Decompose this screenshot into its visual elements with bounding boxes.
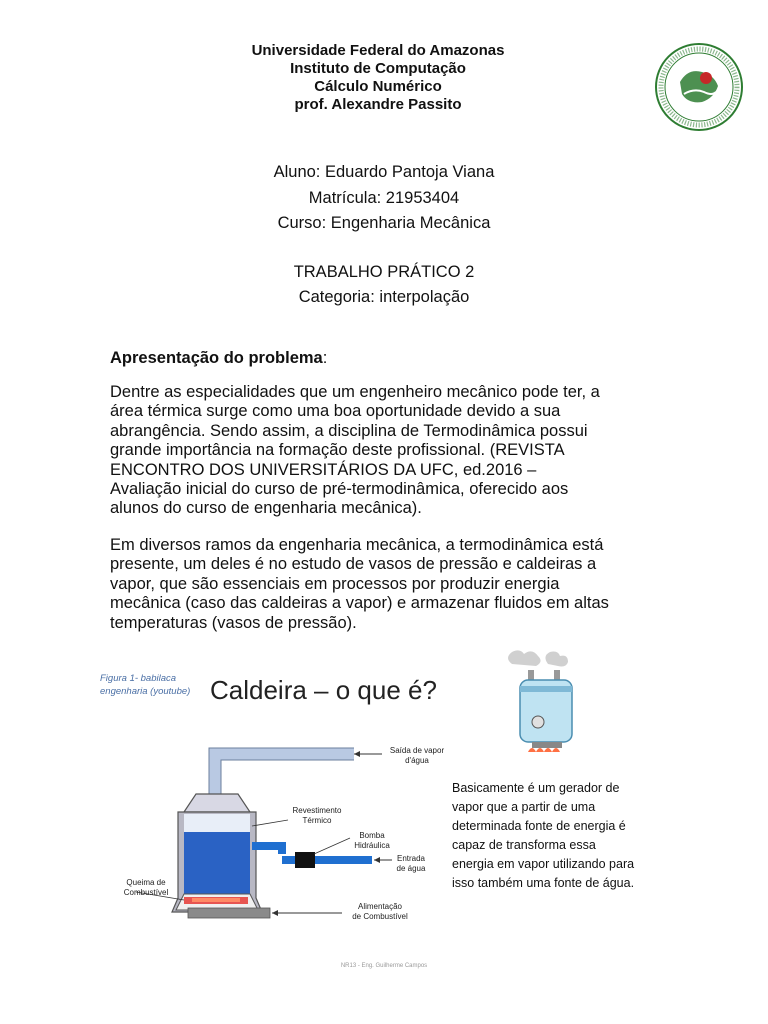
label-line: Térmico [302, 815, 332, 825]
section-heading-text: Apresentação do problema [110, 349, 323, 367]
label-line: Saída de vapor [389, 746, 445, 755]
institute-name: Instituto de Computação [290, 60, 466, 77]
label-fuel-burning [116, 878, 176, 897]
paragraph-line: alunos do curso de engenharia mecânica). [110, 499, 422, 518]
paragraph-line: área térmica surge como uma boa oportunidade devido a sua [110, 402, 561, 421]
student-name: Aluno: Eduardo Pantoja Viana [273, 163, 495, 181]
boiler-dome [184, 794, 250, 812]
paragraph-line: presente, um deles é no estudo de vasos de pressão e caldeiras a [110, 555, 597, 574]
description-line: Basicamente é um gerador de [452, 781, 620, 795]
paragraph-line: temperaturas (vasos de pressão). [110, 613, 357, 632]
label-thermal-coating [282, 806, 352, 825]
student-info [0, 160, 768, 237]
paragraph-line: abrangência. Sendo assim, a disciplina de Termodinâmica possui [110, 421, 588, 440]
label-line: Queima de [126, 878, 166, 887]
assignment-title: TRABALHO PRÁTICO 2 [293, 263, 475, 281]
section-heading [110, 347, 327, 369]
label-fuel-feed [340, 902, 420, 921]
hydraulic-pump [295, 852, 315, 868]
label-line: de água [396, 863, 426, 873]
paragraph-line: vapor, que são essenciais em processos por produzir energia [110, 574, 560, 593]
label-line: Hidráulica [354, 840, 390, 850]
course-title: Cálculo Numérico [314, 78, 442, 95]
label-line: Revestimento [292, 806, 342, 815]
steam-outlet-pipe [215, 754, 354, 800]
label-line: Entrada [396, 854, 426, 863]
label-line: Alimentação [357, 902, 403, 911]
professor-name: prof. Alexandre Passito [294, 96, 462, 113]
boiler-cartoon-icon [508, 650, 572, 752]
slide-description [452, 779, 662, 893]
boiler-water [184, 832, 250, 894]
description-line: vapor que a partir de uma [452, 800, 596, 814]
paragraph-context [110, 536, 670, 633]
paragraph-intro [110, 383, 670, 519]
paragraph-line: Dentre as especialidades que um engenheiro mecânico pode ter, a [110, 383, 600, 401]
university-name: Universidade Federal do Amazonas [251, 42, 505, 59]
document-header [0, 42, 756, 114]
description-line: isso também uma fonte de água. [452, 876, 635, 890]
student-course: Curso: Engenharia Mecânica [277, 214, 491, 232]
assignment-info [0, 260, 768, 310]
label-line: d'água [405, 755, 429, 765]
fuel-feed-bar [188, 908, 270, 918]
university-seal-logo [654, 42, 744, 132]
label-line: Bomba [359, 831, 385, 840]
steam-space [184, 814, 250, 834]
description-line: energia em vapor utilizando para [452, 857, 635, 871]
label-line: Combustível [123, 887, 169, 897]
label-water-inlet [386, 854, 436, 873]
description-line: determinada fonte de energia é [452, 819, 626, 833]
label-line: de Combustível [352, 911, 408, 921]
slide-footer: NR13 - Eng. Guilherme Campos [340, 963, 428, 969]
description-line: capaz de transforma essa [452, 838, 596, 852]
paragraph-line: grande importância na formação deste profissional. (REVISTA [110, 441, 565, 460]
figure-caption-line: engenharia (youtube) [100, 686, 191, 697]
label-steam-outlet [382, 746, 452, 765]
student-registration: Matrícula: 21953404 [308, 188, 460, 207]
figure-caption-line: Figura 1- babilaca [100, 673, 177, 684]
paragraph-line: mecânica (caso das caldeiras a vapor) e armazenar fluidos em altas [110, 594, 609, 613]
section-heading-colon: : [322, 349, 328, 367]
paragraph-line: ENCONTRO DOS UNIVERSITÁRIOS DA UFC, ed.2016 – [110, 460, 537, 479]
assignment-category: Categoria: interpolação [298, 288, 470, 306]
paragraph-line: Em diversos ramos da engenharia mecânica, a termodinâmica está [110, 536, 604, 554]
paragraph-line: Avaliação inicial do curso de pré-termodinâmica, oferecido aos [110, 480, 569, 499]
slide-title: Caldeira – o que é? [210, 675, 437, 705]
label-hydraulic-pump [340, 831, 404, 850]
